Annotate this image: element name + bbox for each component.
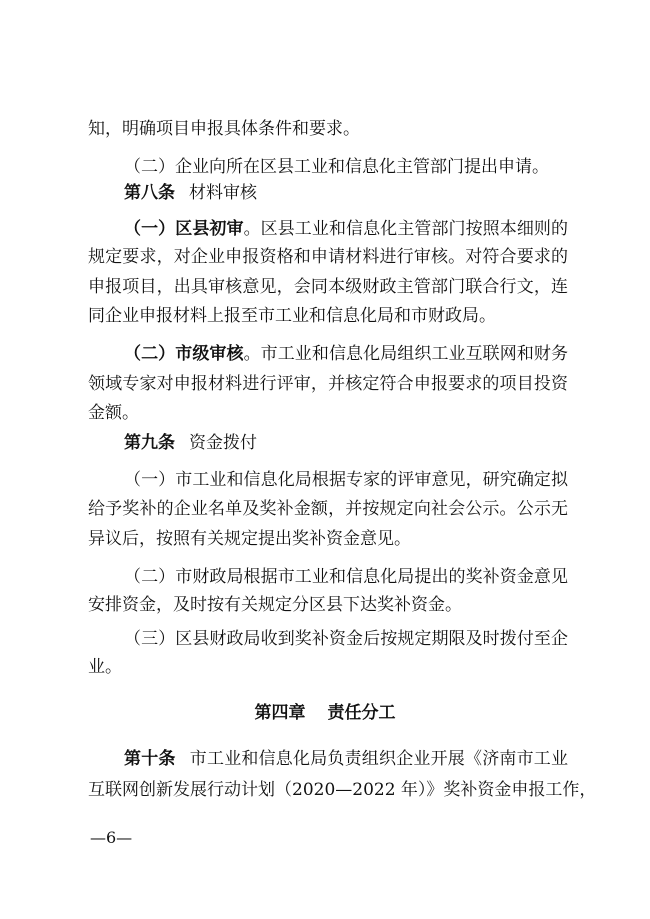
article-label: 第九条	[124, 433, 175, 453]
item-label: （一）区县初审	[124, 219, 244, 239]
article-9-heading	[124, 432, 568, 454]
paragraph-line: 业。	[88, 657, 122, 677]
chapter-number: 第四章	[254, 703, 306, 723]
paragraph-line: 金额。	[88, 403, 139, 423]
chapter-heading	[0, 702, 650, 724]
paragraph-line: 规定要求，对企业申报资格和申请材料进行审核。对符合要求的	[88, 247, 568, 267]
page-number: —6—	[90, 828, 133, 847]
article-8-heading	[124, 182, 568, 204]
article-10-line: 第十条 市工业和信息化局负责组织企业开展《济南市工业	[124, 749, 569, 769]
paragraph-line: （二）企业向所在区县工业和信息化主管部门提出申请。	[124, 157, 549, 177]
paragraph-line: 申报项目，出具审核意见，会同本级财政主管部门联合行文，连	[88, 277, 568, 297]
paragraph-line: 互联网创新发展行动计划（2020—2022 年）》奖补资金申报工作，	[88, 780, 597, 800]
article-title: 材料审核	[189, 183, 257, 203]
paragraph-line: （一）市工业和信息化局根据专家的评审意见，研究确定拟	[124, 470, 568, 490]
item-label: （二）市级审核	[124, 344, 244, 364]
article-title: 资金拨付	[189, 433, 257, 453]
paragraph-line: 知，明确项目申报具体条件和要求。	[88, 119, 360, 139]
paragraph-line: 同企业申报材料上报至市工业和信息化局和市财政局。	[88, 306, 496, 326]
paragraph-line: 给予奖补的企业名单及奖补金额，并按规定向社会公示。公示无	[88, 499, 568, 519]
paragraph-line: 异议后，按照有关规定提出奖补资金意见。	[88, 529, 411, 549]
paragraph-line: （三）区县财政局收到奖补资金后按规定期限及时拨付至企	[124, 629, 568, 649]
article-label: 第八条	[124, 183, 175, 203]
article-label: 第十条	[124, 749, 176, 769]
paragraph-line: （一）区县初审。区县工业和信息化主管部门按照本细则的	[124, 219, 569, 239]
paragraph-line: 安排资金，及时按有关规定分区县下达奖补资金。	[88, 595, 462, 615]
paragraph-line: （二）市级审核。市工业和信息化局组织工业互联网和财务	[124, 344, 569, 364]
paragraph-line: 领域专家对申报材料进行评审，并核定符合申报要求的项目投资	[88, 374, 568, 394]
paragraph-line: （二）市财政局根据市工业和信息化局提出的奖补资金意见	[124, 567, 568, 587]
chapter-title: 责任分工	[327, 703, 396, 723]
